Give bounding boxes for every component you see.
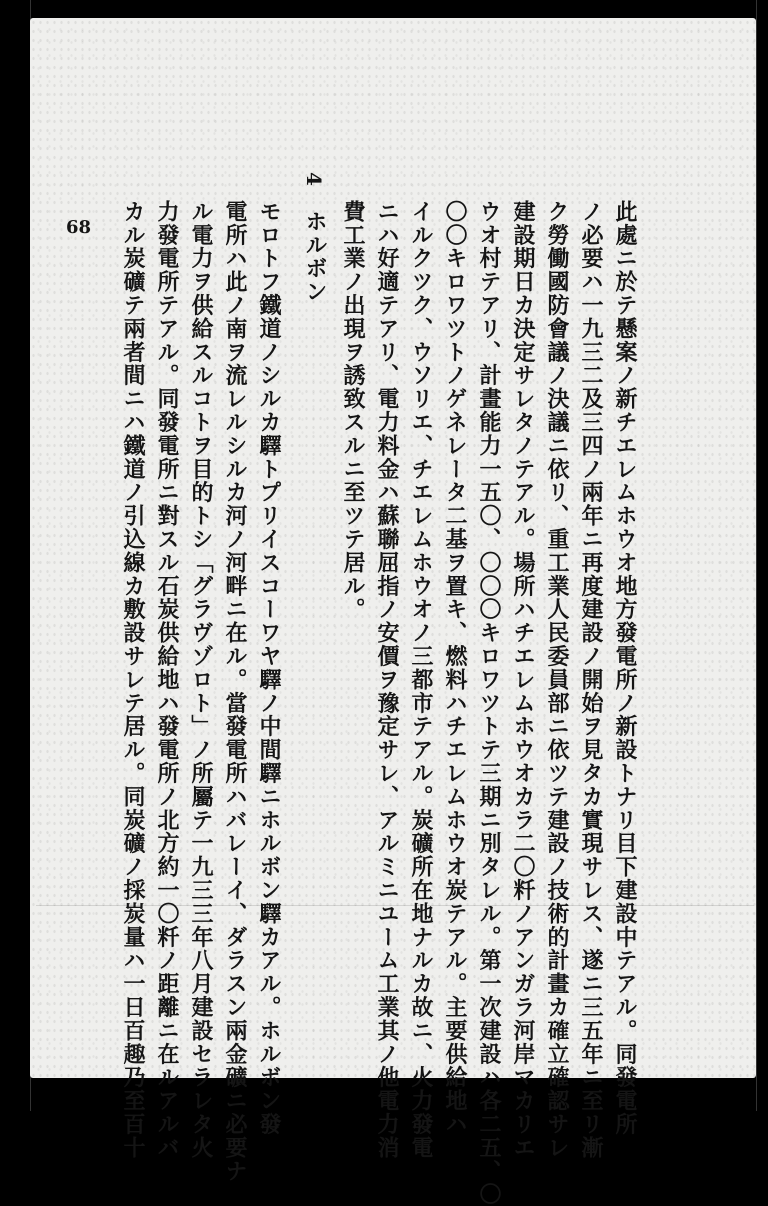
text-column-7: イルクツク、ウソリエ、チエレムホウオノ三都市テアル。炭礦所在地ナルカ故ニ、火力發電	[408, 200, 434, 1160]
page-edge-right	[756, 0, 757, 1111]
section-number: 4	[302, 172, 326, 186]
text-column-2: ノ必要ハ一九三二及三四ノ兩年ニ再度建設ノ開始ヲ見タカ實現サレス、遂ニ三五年ニ至リ漸	[578, 200, 604, 1160]
text-column-9: 費工業ノ出現ヲ誘致スルニ至ツテ居ル。	[340, 200, 366, 622]
text-column-3: ク勞働國防會議ノ決議ニ依リ、重工業人民委員部ニ依ツテ建設ノ技術的計畫カ確立確認サレ	[544, 200, 570, 1160]
text-column-4: 建設期日カ決定サレタノテアル。場所ハチエレムホウオカラ二〇粁ノアンガラ河岸マカリエ	[510, 200, 536, 1160]
text-column-14: カル炭礦テ兩者間ニハ鐵道ノ引込線カ敷設サレテ居ル。同炭礦ノ採炭量ハ一日百趣乃至百十	[120, 200, 146, 1160]
page-number: 68	[66, 217, 92, 238]
text-column-6: 〇〇キロワツトノゲネレータ二基ヲ置キ、燃料ハチエレムホウオ炭テアル。主要供給地ハ	[442, 200, 468, 1136]
text-column-13: 力發電所テアル。同發電所ニ對スル石炭供給地ハ發電所ノ北方約一〇粁ノ距離ニ在ルアルバ	[154, 200, 180, 1160]
text-column-8: ニハ好適テアリ、電力料金ハ蘇聯屈指ノ安價ヲ豫定サレ、アルミニユーム工業其ノ他電力消	[374, 200, 400, 1160]
text-column-5: ウオ村テアリ、計畫能力一五〇、〇〇〇キロワツトテ三期ニ別タレル。第一次建設ハ各二五、〇	[476, 200, 502, 1206]
text-column-1: 此處ニ於テ懸案ノ新チエレムホウオ地方發電所ノ新設トナリ目下建設中テアル。同發電所	[612, 200, 638, 1136]
text-column-12: ル電力ヲ供給スルコトヲ目的トシ「グラヴゾロト」ノ所屬テ一九三三年八月建設セラレタ火	[188, 200, 214, 1160]
text-column-11: 電所ハ此ノ南ヲ流レルシルカ河ノ河畔ニ在ル。當發電所ハバレーイ、ダラスン兩金礦ニ必要ナ	[222, 200, 248, 1183]
section-title: ホルボン	[302, 210, 328, 304]
text-column-10: モロトフ鐵道ノシルカ驛トプリイスコーワヤ驛ノ中間驛ニホルボン驛カアル。ホルボン發	[256, 200, 282, 1136]
